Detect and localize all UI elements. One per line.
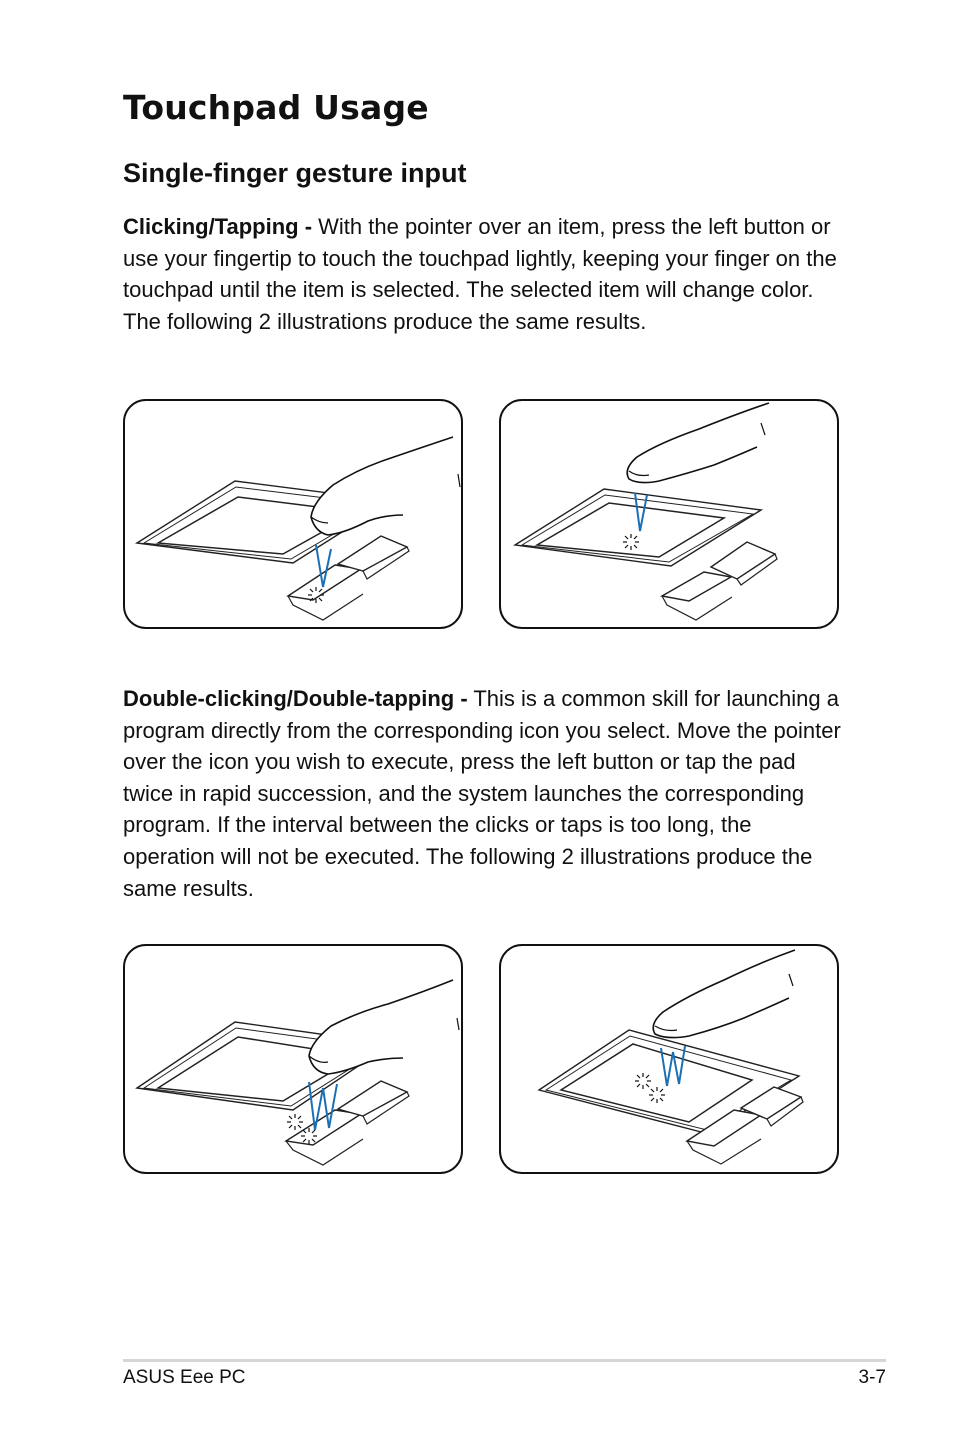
page-title: Touchpad Usage xyxy=(123,88,429,127)
clicking-text: With the pointer over an item, press the left button or use your fingertip to touch the touchpad lightly, keeping your finger on the touchpad until the item is selected. The selected item will change color. The following 2 illustrations produce the same results. xyxy=(123,214,837,334)
double-clicking-term: Double-clicking/Double-tapping - xyxy=(123,686,468,711)
clicking-term: Clicking/Tapping - xyxy=(123,214,313,239)
clicking-paragraph xyxy=(123,211,843,337)
double-clicking-text: This is a common skill for launching a program directly from the corresponding icon you select. Move the pointer over the icon you wish to execute, press the left button or tap the pad twice in rapid succession, and the system launches the corresponding program. If the interval between the clicks or taps is too long, the operation will not be executed. The following 2 illustrations produce the same results. xyxy=(123,686,841,901)
footer-product-name: ASUS Eee PC xyxy=(123,1367,246,1388)
illustration-double-tap-touchpad xyxy=(499,944,839,1174)
illustration-tap-touchpad xyxy=(499,399,839,629)
section-heading: Single-finger gesture input xyxy=(123,158,467,188)
footer-divider xyxy=(123,1359,886,1362)
illustration-click-button xyxy=(123,399,463,629)
double-clicking-paragraph xyxy=(123,683,843,904)
illustration-double-click-button xyxy=(123,944,463,1174)
footer-page-number: 3-7 xyxy=(858,1367,886,1388)
